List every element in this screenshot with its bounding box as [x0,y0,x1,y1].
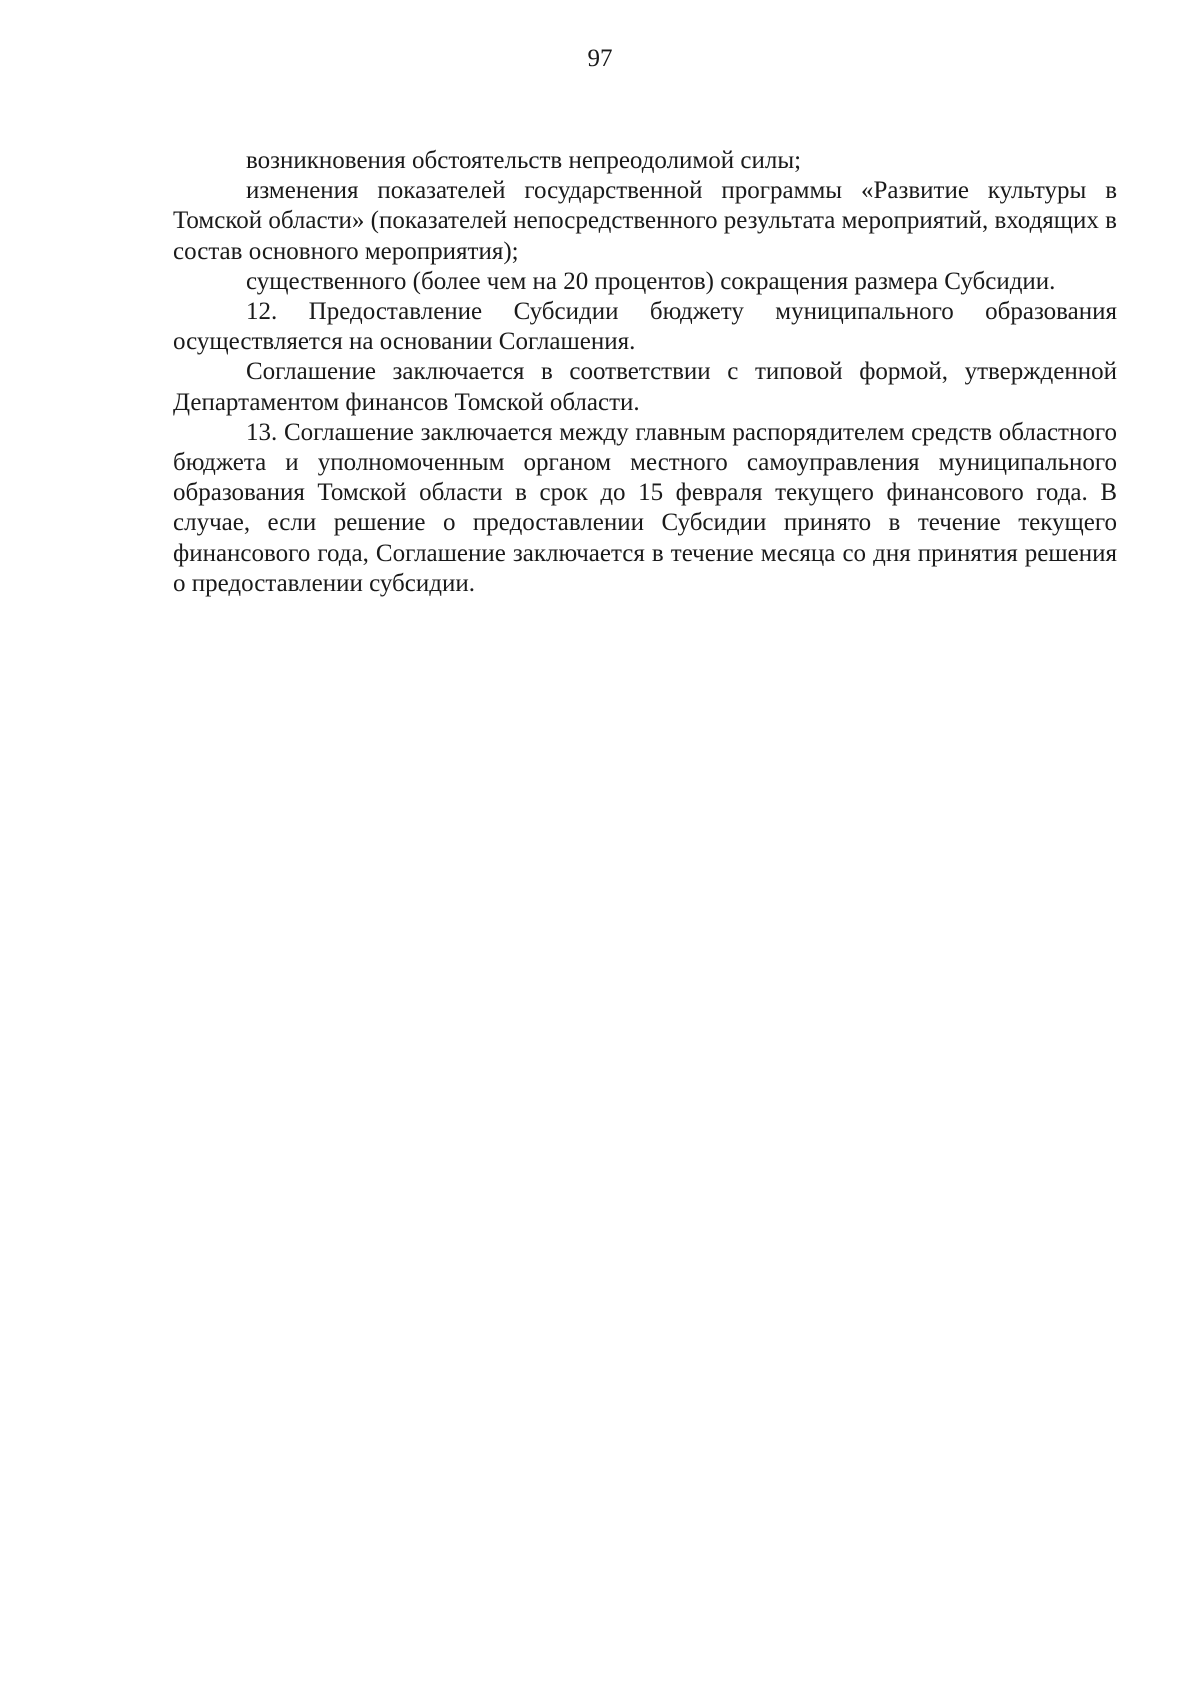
paragraph-item-13: 13. Соглашение заключается между главным распорядителем средств областного бюджета и уполномоченным органом местного самоуправления муниципального образования Томской области в срок до 15 февраля текущего финансового года. В случае, если решение о предоставлении Субсидии принято в течение текущего финансового года, Соглашение заключается в течение месяца со дня принятия решения о предоставлении субсидии. [173,418,1117,597]
paragraph-subsidy-reduction: существенного (более чем на 20 процентов) сокращения размера Субсидии. [246,267,1056,295]
paragraph-item-12: 12. Предоставление Субсидии бюджету муниципального образования осуществляется на основании Соглашения. [173,298,1117,356]
page-number: 97 [587,45,613,72]
paragraph-program-indicators: изменения показателей государственной программы «Развитие культуры в Томской области» (показателей непосредственного результата мероприятий, входящих в состав основного мероприятия); [173,177,1117,265]
paragraph-force-majeure: возникновения обстоятельств непреодолимой силы; [246,147,802,174]
document-body [173,146,1117,599]
paragraph-agreement-form: Соглашение заключается в соответствии с типовой формой, утвержденной Департаментом финансов Томской области. [173,358,1117,416]
